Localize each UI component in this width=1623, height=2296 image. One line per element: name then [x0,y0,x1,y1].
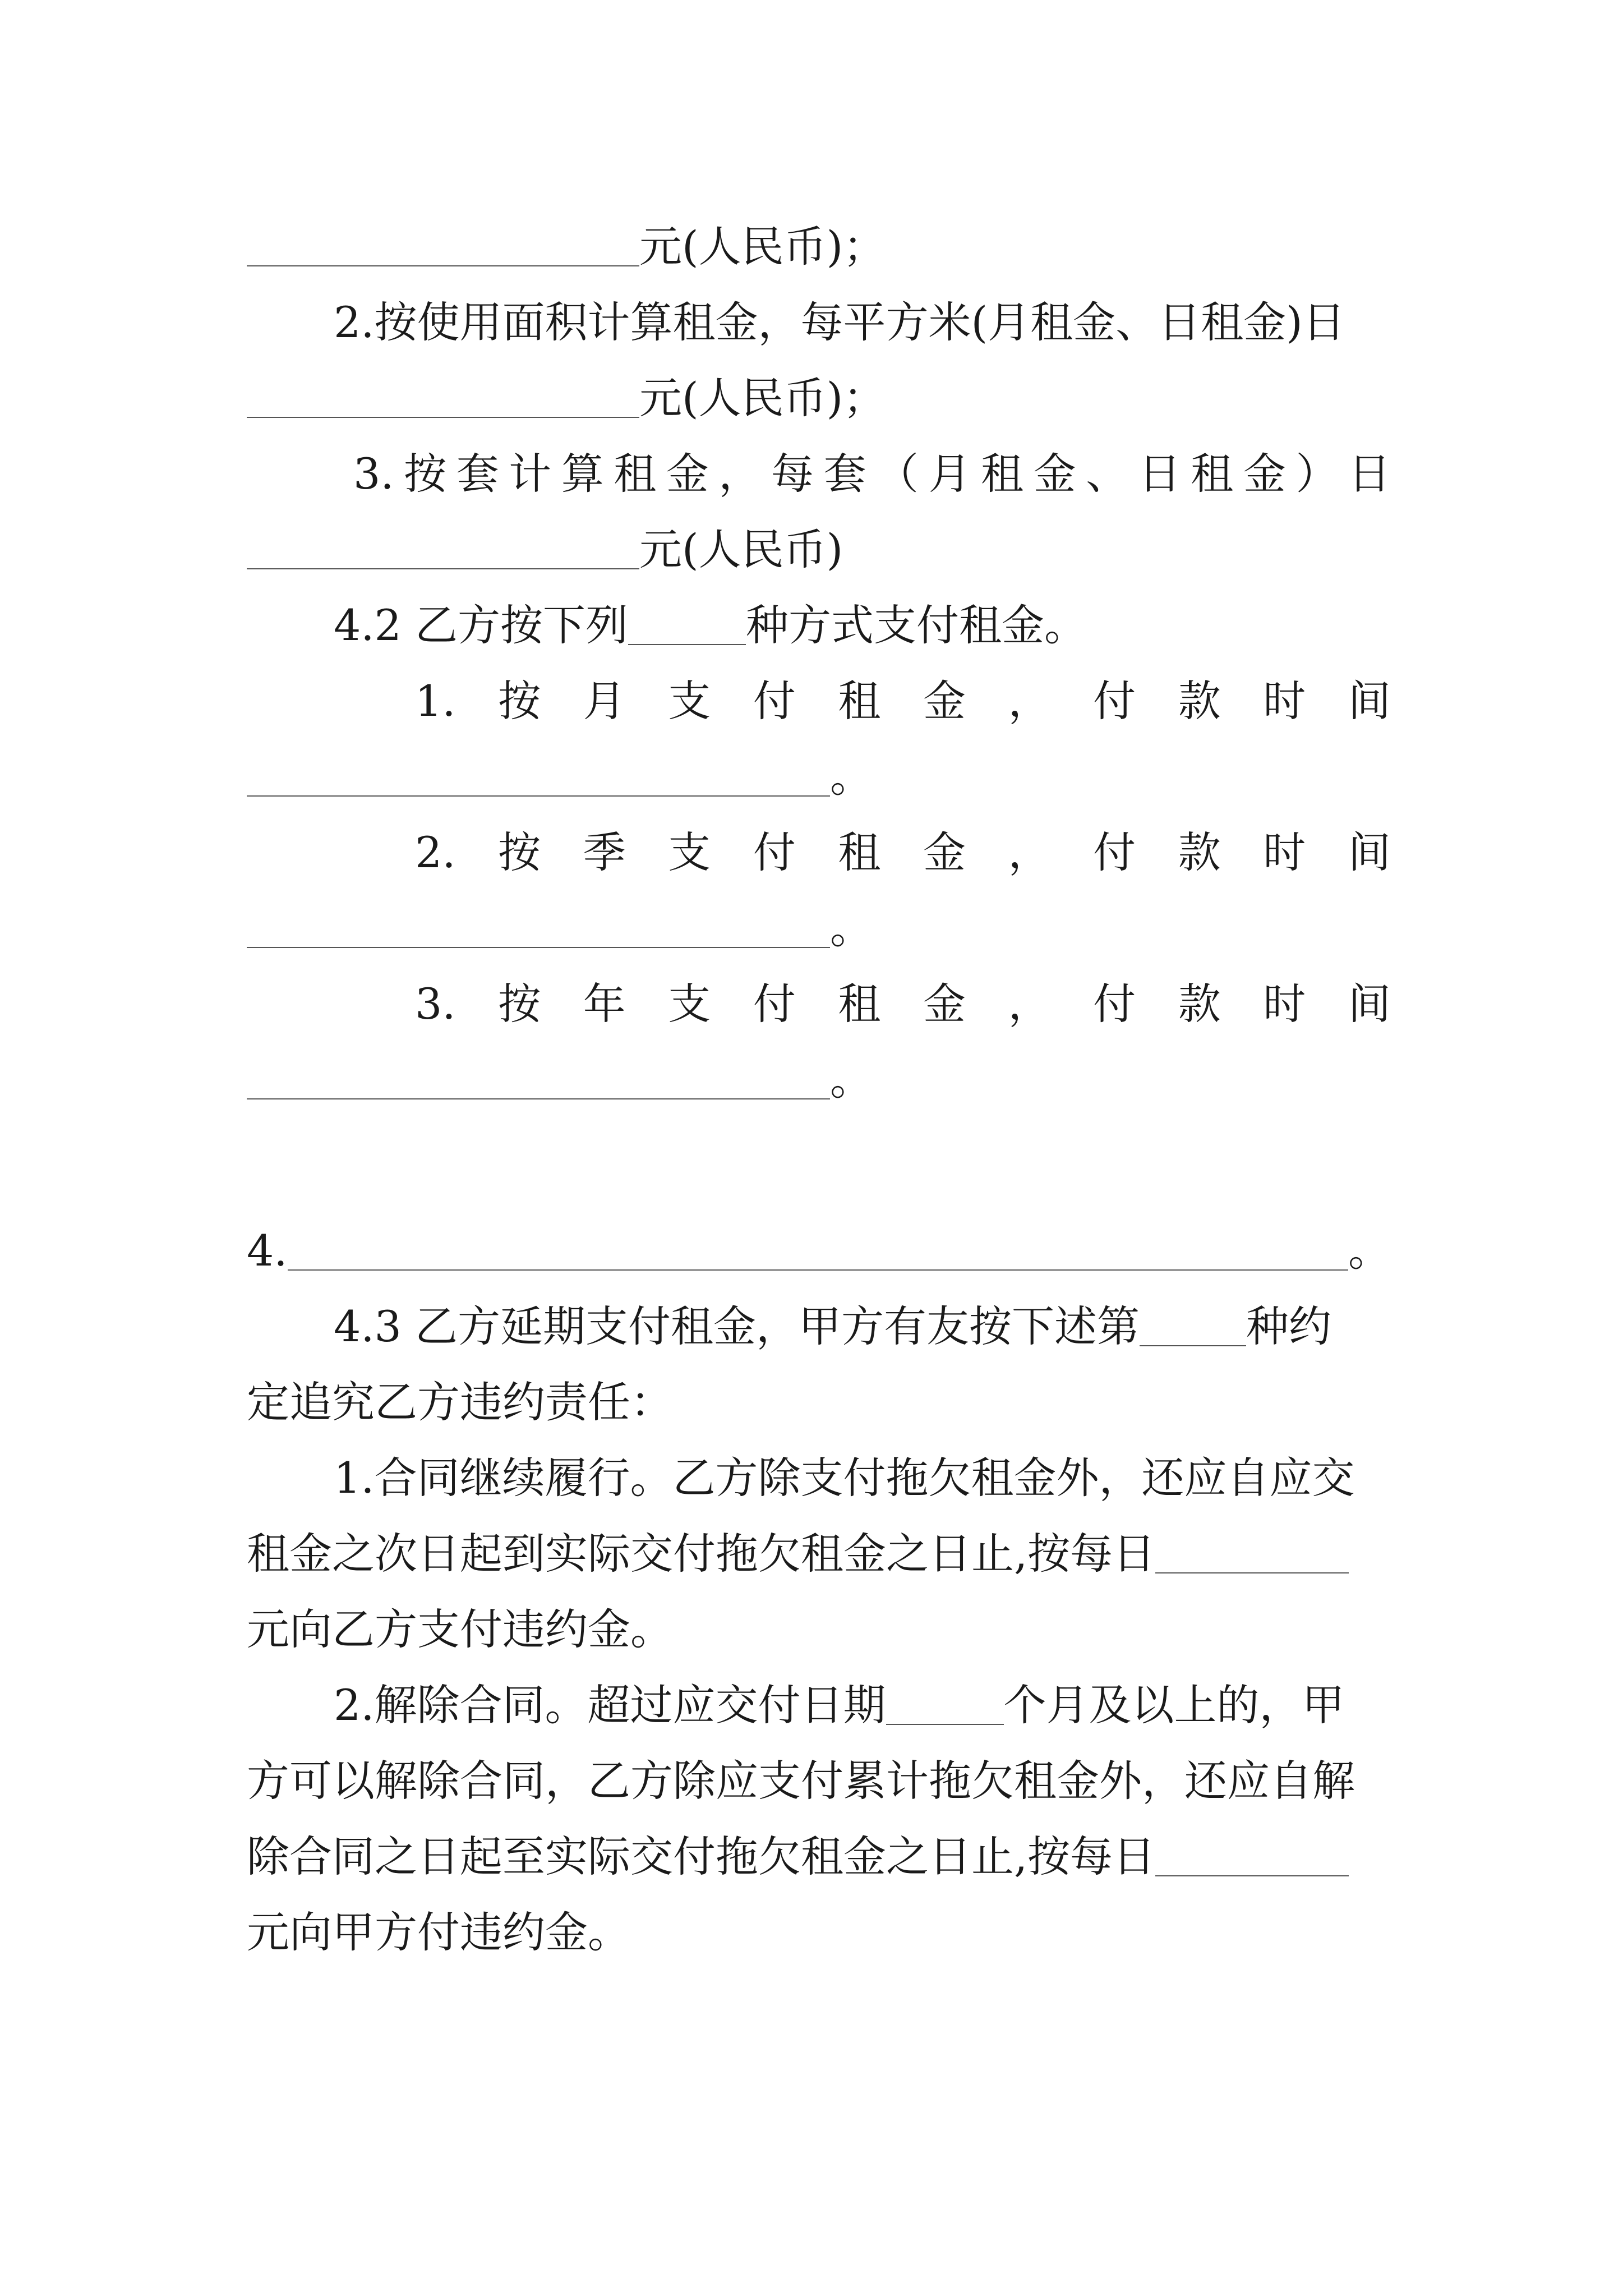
spread-char: 按 [498,979,541,1029]
line-text: 4.3 乙方延期支付租金，甲方有友按下述第 [334,1301,1140,1351]
spread-char: 款 [1178,827,1221,877]
line-10 [247,889,1391,968]
spread-char: 间 [1348,979,1391,1029]
fill-blank[interactable] [247,232,639,266]
line-text: 元向乙方支付违约金。 [247,1604,673,1654]
line-3 [247,359,1391,438]
spread-char: 套 [823,449,866,499]
line-11 [415,965,1391,1043]
spread-char: （ [875,449,919,499]
line-19 [334,1666,1391,1745]
fill-blank[interactable] [247,535,639,569]
line-text: 定追究乙方违约责任： [247,1377,673,1427]
spread-char: ， [1008,676,1051,726]
fill-blank[interactable] [247,762,830,797]
spread-char: 日 [1348,449,1391,499]
fill-blank[interactable] [288,1236,1348,1271]
spread-char: 租 [614,449,657,499]
spread-char: 、 [1086,449,1129,499]
spread-char: 按 [498,676,541,726]
line-15 [247,1363,1391,1442]
spread-char: ， [1008,979,1051,1029]
spread-char: 金 [923,979,966,1029]
spread-char: 季 [583,827,626,877]
fill-blank[interactable] [247,383,639,418]
fill-blank[interactable] [1155,1539,1349,1573]
spread-char: 租 [838,827,881,877]
line-text: 4. [247,1226,288,1276]
line-9 [415,813,1391,892]
spread-char: 支 [668,827,711,877]
line-text: 元向甲方付违约金。 [247,1907,630,1957]
line-text: 除合同之日起至实际交付拖欠租金之日止,按每日 [247,1832,1156,1881]
spread-char: 支 [668,676,711,726]
spread-char: 月 [928,449,971,499]
spread-char: 金 [1033,449,1076,499]
spread-char: 时 [1263,979,1306,1029]
spread-char: 月 [583,676,626,726]
spread-char: ， [1008,827,1051,877]
spread-char: 款 [1178,676,1221,726]
line-6 [334,586,1391,665]
line-17 [247,1515,1391,1593]
line-5 [247,510,1391,589]
line-18 [247,1590,1391,1669]
fill-blank[interactable] [247,1065,830,1099]
line-text: 2.按使用面积计算租金，每平方米(月租金、日租金)日 [334,297,1345,347]
line-text: 元(人民币) [639,524,843,574]
spread-char: 金 [923,827,966,877]
line-text: 种方式支付租金。 [746,600,1087,650]
spread-char: ） [1295,449,1339,499]
line-text: 2.解除合同。超过应交付日期 [334,1680,886,1730]
spread-char: 租 [1191,449,1234,499]
spread-char: 付 [1093,676,1136,726]
line-text: 元(人民币)； [639,373,886,423]
spread-char: 金 [1243,449,1286,499]
line-text: 4.2 乙方按下列 [334,600,629,650]
line-text: 。 [830,1055,873,1105]
spread-char: 租 [981,449,1024,499]
line-text: 租金之次日起到实际交付拖欠租金之日止,按每日 [247,1529,1156,1579]
spread-char: 付 [1093,827,1136,877]
line-text: 1.合同继续履行。乙方除支付拖欠租金外，还应自应交 [334,1453,1355,1503]
spread-char: 付 [753,979,796,1029]
spread-char: 年 [583,979,626,1029]
spread-char: 2. [415,827,456,877]
spread-char: 付 [753,827,796,877]
spread-char: 套 [456,449,499,499]
line-8 [247,738,1391,816]
spread-char: 金 [923,676,966,726]
line-14 [334,1287,1391,1366]
spread-char: 算 [561,449,604,499]
spread-char: 间 [1348,827,1391,877]
line-12 [247,1041,1391,1119]
line-text: 。 [1348,1226,1391,1276]
line-21 [247,1818,1391,1896]
fill-blank[interactable] [247,913,830,948]
line-13 [247,1212,1391,1290]
line-1 [247,208,1391,286]
spread-char: 3. [353,449,394,499]
line-7 [415,662,1391,740]
line-text: 种约 [1246,1301,1332,1351]
fill-blank[interactable] [1155,1842,1349,1876]
spread-char: 1. [415,676,456,726]
spread-char: 租 [838,676,881,726]
spread-char: 间 [1348,676,1391,726]
fill-blank[interactable] [1140,1312,1246,1346]
spread-char: 时 [1263,827,1306,877]
line-20 [247,1742,1391,1820]
spread-char: 付 [1093,979,1136,1029]
line-text: 个月及以上的，甲 [1003,1680,1345,1730]
spread-char: 每 [771,449,814,499]
spread-char: 计 [509,449,552,499]
line-22 [247,1893,1391,1972]
spread-char: 时 [1263,676,1306,726]
spread-char: ， [718,449,762,499]
spread-char: 金 [666,449,709,499]
line-16 [334,1439,1391,1517]
line-2 [334,283,1391,362]
spread-char: 按 [404,449,447,499]
line-4 [353,435,1391,513]
line-text: 。 [830,903,873,953]
line-text: 方可以解除合同，乙方除应支付累计拖欠租金外，还应自解 [247,1756,1355,1806]
spread-char: 支 [668,979,711,1029]
spread-char: 付 [753,676,796,726]
fill-blank[interactable] [628,610,746,645]
spread-char: 款 [1178,979,1221,1029]
spread-char: 租 [838,979,881,1029]
spread-char: 3. [415,979,456,1029]
line-text: 。 [830,752,873,802]
spread-char: 按 [498,827,541,877]
fill-blank[interactable] [886,1690,1004,1725]
spread-char: 日 [1138,449,1181,499]
line-text: 元(人民币)； [639,222,886,272]
